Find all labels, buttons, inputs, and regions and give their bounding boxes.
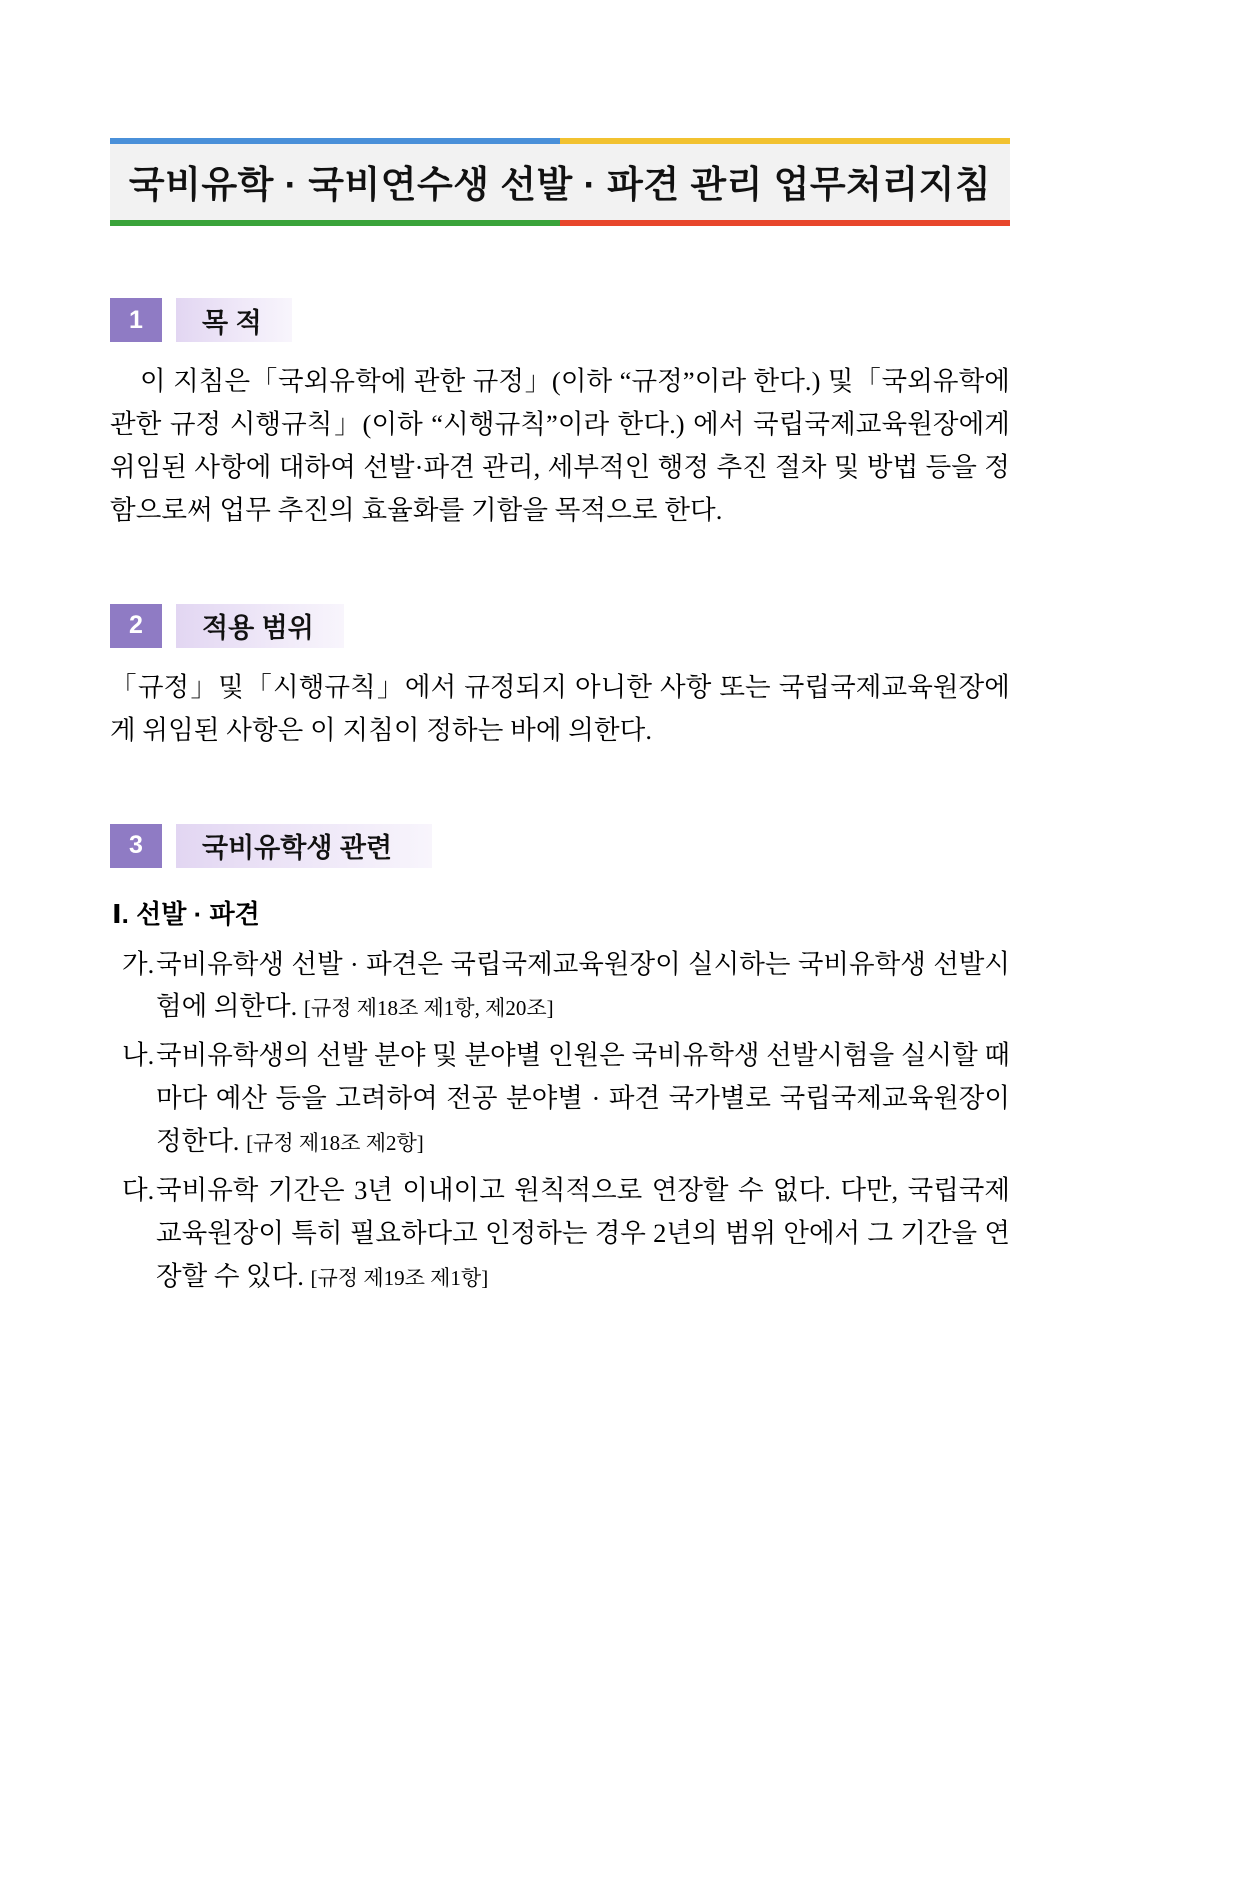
list-item-text [156, 1169, 1010, 1298]
list-item-body: 국비유학 기간은 3년 이내이고 원칙적으로 연장할 수 없다. 다만, 국립국제교육원장이 특히 필요하다고 인정하는 경우 2년의 범위 안에서 그 기간을 연장할 수 있다. [156, 1175, 1010, 1291]
section-label-2: 적용 범위 [176, 604, 344, 648]
section-heading-1 [110, 298, 1130, 342]
document-title-block [110, 138, 1130, 226]
section-1-paragraph: 이 지침은「국외유학에 관한 규정」(이하 “규정”이라 한다.) 및「국외유학에 관한 규정 시행규칙」(이하 “시행규칙”이라 한다.) 에서 국립국제교육원장에게 위임된 사항에 대하여 선발·파견 관리, 세부적인 행정 추진 절차 및 방법 등을 정함으로써 업무 추진의 효율화를 기함을 목적으로 한다. [110, 366, 1010, 525]
section-label-1: 목 적 [176, 298, 292, 342]
section-heading-3 [110, 824, 1130, 868]
list-item-marker: 나. [122, 1040, 155, 1071]
title-bar [110, 144, 1010, 220]
title-rule-top-left [110, 138, 560, 144]
list-item-reference: [규정 제19조 제1항] [310, 1265, 489, 1290]
section-number-1: 1 [110, 298, 162, 342]
section-2-paragraph: 「규정」및「시행규칙」에서 규정되지 아니한 사항 또는 국립국제교육원장에게 위임된 사항은 이 지침이 정하는 바에 의한다. [110, 671, 1010, 745]
list-item-marker: 가. [122, 948, 155, 979]
list-item-body: 국비유학생 선발 · 파견은 국립국제교육원장이 실시하는 국비유학생 선발시험에 의한다. [156, 948, 1010, 1022]
title-rule-bottom-left [110, 220, 560, 226]
section-heading-2 [110, 604, 1130, 648]
list-item-text [156, 1034, 1010, 1163]
list-item-reference: [규정 제18조 제1항, 제20조] [303, 996, 554, 1021]
list-item [110, 1169, 1010, 1298]
list-item-marker: 다. [122, 1175, 155, 1206]
list-item-body: 국비유학생의 선발 분야 및 분야별 인원은 국비유학생 선발시험을 실시할 때마다 예산 등을 고려하여 전공 분야별 · 파견 국가별로 국립국제교육원장이 정한다. [156, 1040, 1010, 1157]
section-number-2: 2 [110, 604, 162, 648]
page-title: 국비유학 · 국비연수생 선발 · 파견 관리 업무처리지침 [128, 164, 992, 205]
list-item-reference: [규정 제18조 제2항] [246, 1131, 424, 1156]
title-rule-bottom-right [560, 220, 1010, 226]
section-3-item-list [110, 943, 1010, 1298]
title-rule-top-right [560, 138, 1010, 144]
title-rule-top [110, 138, 1010, 144]
section-number-3: 3 [110, 824, 162, 868]
list-item [110, 943, 1010, 1029]
section-label-3: 국비유학생 관련 [176, 824, 432, 868]
subsection-heading: Ⅰ. 선발 · 파견 [112, 898, 260, 929]
document-page [0, 138, 1240, 1891]
title-rule-bottom [110, 220, 1010, 226]
list-item-text [156, 943, 1010, 1029]
list-item [110, 1034, 1010, 1163]
